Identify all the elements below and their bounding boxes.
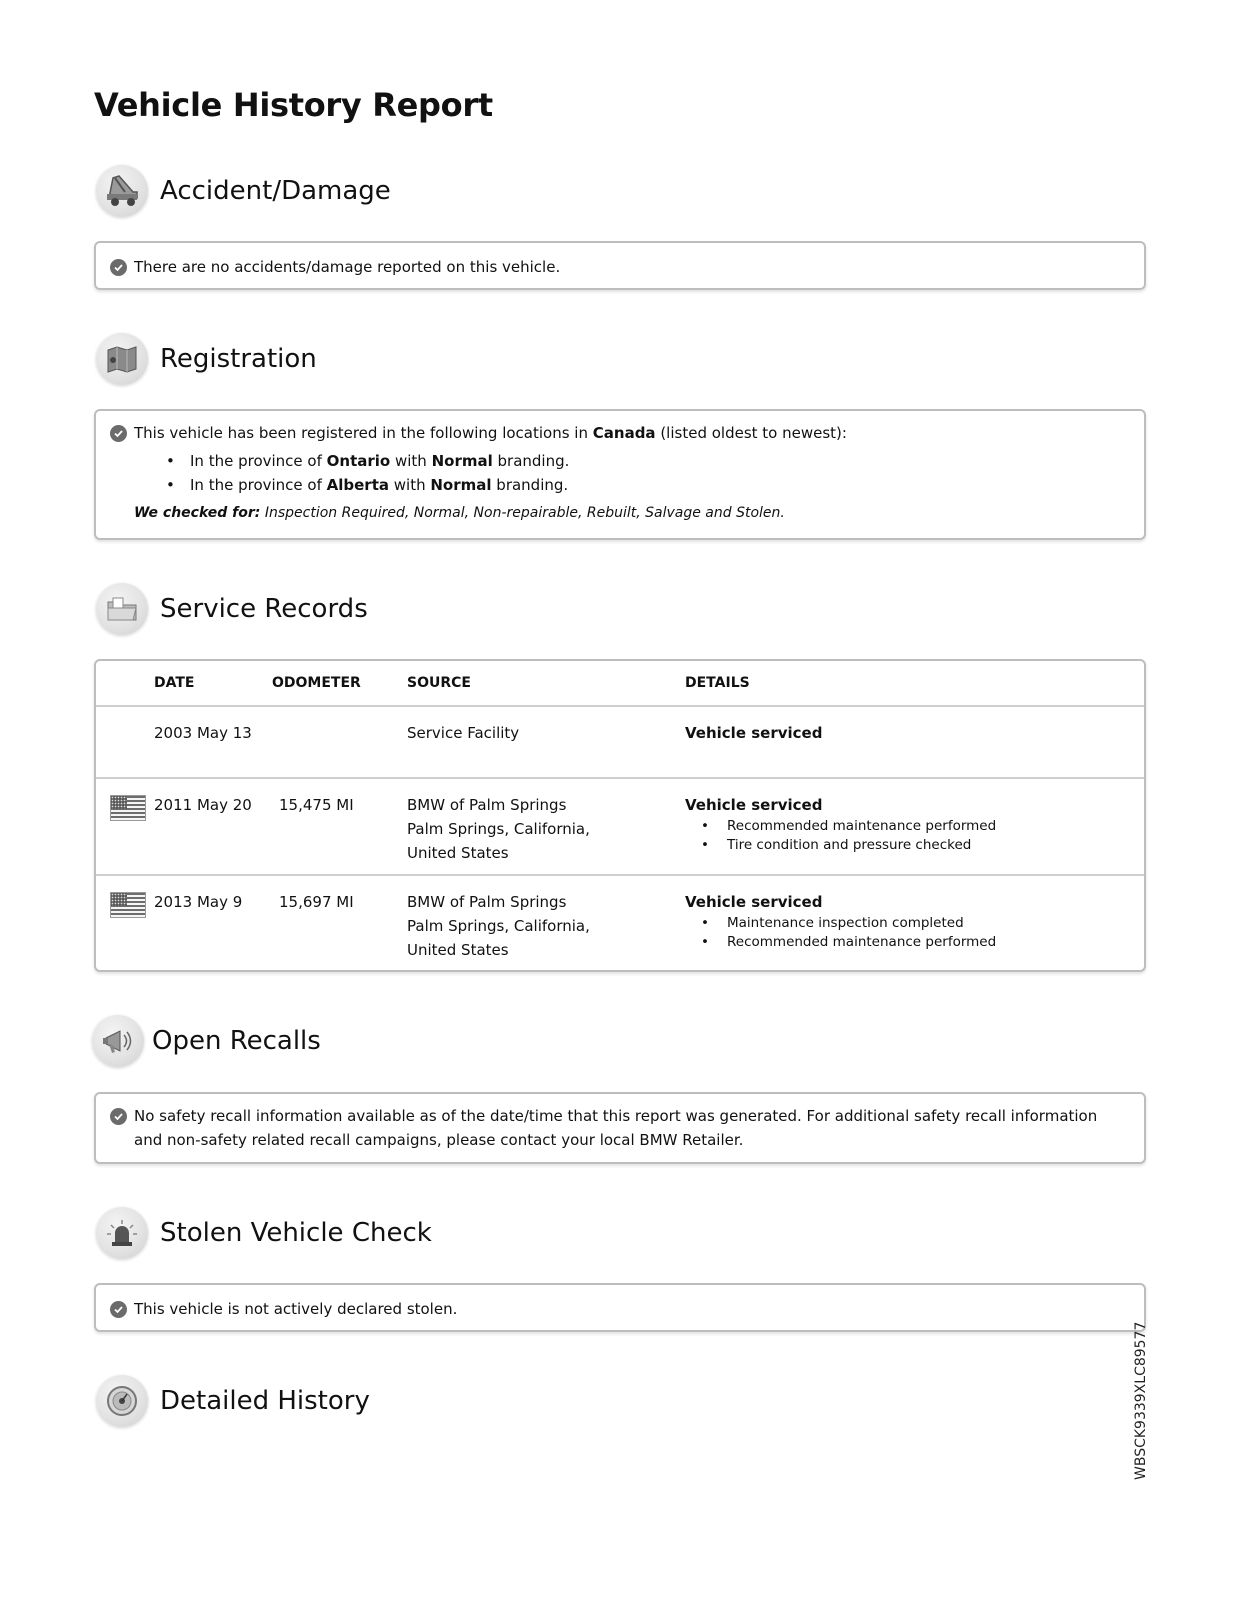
service-details: Vehicle serviced • Maintenance inspection completed • Recommended maintenance performed xyxy=(685,875,1144,971)
list-item: • In the province of Alberta with Normal branding. xyxy=(166,473,1130,497)
odometer-gauge-icon xyxy=(96,1375,148,1427)
accident-summary-box xyxy=(94,241,1146,290)
siren-icon xyxy=(96,1207,148,1259)
stolen-check-box xyxy=(94,1283,1146,1332)
us-flag-icon xyxy=(110,892,146,918)
section-title: Accident/Damage xyxy=(160,176,391,206)
section-header-history xyxy=(96,1373,370,1429)
list-item: • Maintenance inspection completed xyxy=(701,914,1144,933)
checked-for-note: We checked for: Inspection Required, Normal, Non-repairable, Rebuilt, Salvage and Stolen. xyxy=(134,505,785,521)
vin-number: WBSCK9339XLC89577 xyxy=(1133,1321,1149,1480)
section-header-recalls xyxy=(92,1013,321,1069)
page-title: Vehicle History Report xyxy=(94,86,493,124)
registration-box xyxy=(94,409,1146,540)
column-header-odometer: ODOMETER xyxy=(272,661,407,706)
service-date: 2003 May 13 xyxy=(154,724,252,742)
service-odometer: 15,697 MI xyxy=(279,893,354,911)
service-source: BMW of Palm Springs Palm Springs, California, United States xyxy=(407,893,590,959)
recalls-message: No safety recall information available as of the date/time that this report was generated. For additional safety recall information and non-safety related recall campaigns, please contact your local BMW Retailer. xyxy=(134,1107,1098,1149)
check-circle-icon xyxy=(110,425,127,442)
service-date: 2011 May 20 xyxy=(154,796,252,814)
service-odometer: 15,475 MI xyxy=(279,796,354,814)
table-row xyxy=(96,778,1144,875)
map-icon xyxy=(96,333,148,385)
us-flag-icon xyxy=(110,795,146,821)
section-title: Service Records xyxy=(160,594,368,624)
section-title: Detailed History xyxy=(160,1386,370,1416)
column-header-date: DATE xyxy=(154,661,272,706)
column-header-details: DETAILS xyxy=(685,661,1144,706)
list-item: • Recommended maintenance performed xyxy=(701,817,1144,836)
registration-country: Canada xyxy=(592,424,656,442)
section-title: Open Recalls xyxy=(152,1026,321,1056)
registration-locations-list xyxy=(110,449,1130,497)
service-details: Vehicle serviced xyxy=(685,724,823,742)
section-title: Stolen Vehicle Check xyxy=(160,1218,432,1248)
stolen-message: This vehicle is not actively declared stolen. xyxy=(134,1300,458,1318)
section-title: Registration xyxy=(160,344,317,374)
service-records-table-box xyxy=(94,659,1146,972)
section-header-accident xyxy=(96,163,391,219)
section-header-service xyxy=(96,581,368,637)
service-records-table xyxy=(96,661,1144,971)
tow-truck-icon xyxy=(96,165,148,217)
section-header-registration xyxy=(96,331,317,387)
service-details: Vehicle serviced • Recommended maintenance performed • Tire condition and pressure checked xyxy=(685,778,1144,875)
list-item: • Recommended maintenance performed xyxy=(701,933,1144,952)
list-item: • In the province of Ontario with Normal branding. xyxy=(166,449,1130,473)
folder-icon xyxy=(96,583,148,635)
accident-message: There are no accidents/damage reported on this vehicle. xyxy=(134,258,561,276)
megaphone-icon xyxy=(92,1015,144,1067)
list-item: • Tire condition and pressure checked xyxy=(701,836,1144,855)
service-source: Service Facility xyxy=(407,724,520,742)
registration-intro: This vehicle has been registered in the following locations in Canada (listed oldest to newest): xyxy=(134,424,847,442)
service-odometer xyxy=(272,706,407,778)
column-header-source: SOURCE xyxy=(407,661,685,706)
service-source: BMW of Palm Springs Palm Springs, California, United States xyxy=(407,796,590,862)
table-row xyxy=(96,875,1144,971)
check-circle-icon xyxy=(110,259,127,276)
check-circle-icon xyxy=(110,1108,127,1125)
section-header-stolen xyxy=(96,1205,432,1261)
table-row xyxy=(96,706,1144,778)
check-circle-icon xyxy=(110,1301,127,1318)
service-date: 2013 May 9 xyxy=(154,893,243,911)
recalls-box xyxy=(94,1092,1146,1164)
